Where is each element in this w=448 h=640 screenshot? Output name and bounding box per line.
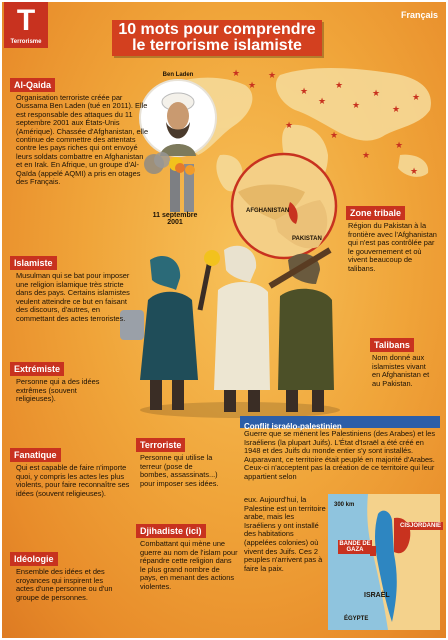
attack-star-icon: ★ (248, 80, 257, 90)
term-alqaida: Al-Qaida (10, 78, 55, 92)
attack-star-icon: ★ (232, 68, 241, 78)
term-islamiste: Islamiste (10, 256, 57, 270)
term-ideologie: Idéologie (10, 552, 58, 566)
attack-star-icon: ★ (285, 120, 294, 130)
language-label: Français (400, 10, 438, 20)
term-terroriste: Terroriste (136, 438, 185, 452)
definition-talibans: Nom donné aux islamistes vivant en Afghanistan et au Pakistan. (372, 353, 430, 388)
term-extremiste: Extrémiste (10, 362, 64, 376)
map-label-afghanistan: AFGHANISTAN (246, 208, 290, 214)
term-djihadiste: Djihadiste (ici) (136, 524, 206, 538)
section-letter: T (16, 4, 36, 37)
attack-star-icon: ★ (318, 96, 327, 106)
conflict-heading-band (240, 416, 440, 431)
attack-star-icon: ★ (395, 140, 404, 150)
section-letter-subtitle: Terrorisme (10, 39, 42, 45)
map-label-cisjordanie: CISJORDANIE (400, 523, 442, 529)
attack-star-icon: ★ (352, 100, 361, 110)
definition-islamiste: Musulman qui se bat pour imposer une religion islamique très stricte dans des pays. Certains islamistes veulent atteindre ce but en faisant des discours, d'autres, en commettant des actes terroristes. (16, 271, 130, 323)
sept11-caption-line-1: 11 septembre (152, 212, 198, 219)
map-label-scale: 300 km (334, 502, 355, 508)
definition-zone-tribale: Région du Pakistan à la frontière avec l'Afghanistan qui n'est pas contrôlée par le gouvernement et où vivent beaucoup de talibans. (348, 221, 437, 273)
bin-laden-caption: Ben Laden (162, 72, 194, 78)
attack-star-icon: ★ (330, 130, 339, 140)
twin-towers-illustration (140, 150, 210, 212)
map-label-israel: ISRAËL (364, 592, 390, 599)
definition-ideologie: Ensemble des idées et des croyances qui inspirent les actes d'une personne ou d'un groupe de personnes. (16, 567, 113, 602)
sept11-caption (152, 212, 198, 226)
israel-palestine-map (328, 494, 440, 630)
bin-laden-portrait (138, 78, 218, 158)
attack-star-icon: ★ (268, 70, 277, 80)
section-letter-badge (4, 2, 48, 48)
map-label-egypte: ÉGYPTE (344, 616, 369, 622)
definition-djihadiste: Combattant qui mène une guerre au nom de l'islam pour répandre cette religion dans le plus grand nombre de pays, en menant des actions violentes. (140, 539, 238, 591)
attack-star-icon: ★ (335, 80, 344, 90)
attack-star-icon: ★ (410, 166, 419, 176)
definition-terroriste: Personne qui utilise la terreur (pose de bombes, assassinats...) pour imposer ses idées. (140, 453, 219, 488)
page-title-line-1: 10 mots pour comprendre (118, 21, 316, 38)
term-zone-tribale: Zone tribale (346, 206, 405, 220)
term-talibans: Talibans (370, 338, 414, 352)
map-label-gaza (338, 540, 372, 554)
term-fanatique: Fanatique (10, 448, 61, 462)
fighters-illustration (120, 240, 360, 420)
sept11-caption-line-2: 2001 (167, 219, 183, 226)
attack-star-icon: ★ (392, 104, 401, 114)
attack-star-icon: ★ (372, 88, 381, 98)
page-title-line-2: le terrorisme islamiste (132, 37, 302, 54)
map-label-pakistan: PAKISTAN (292, 236, 322, 242)
attack-star-icon: ★ (300, 86, 309, 96)
attack-star-icon: ★ (362, 150, 371, 160)
definition-conflit-top: Guerre que se mènent les Palestiniens (des Arabes) et les Israéliens (la plupart Juifs). L'État d'Israël a été créé en 1948 et des Juifs du monde entier s'y sont installés. Auparavant, ce territoire était peuplé en majorité d'Arabes. Ceux-ci n'acceptent pas la création de ce territoire qui leur appartient selon (244, 429, 436, 481)
definition-conflit-bottom: eux. Aujourd'hui, la Palestine est un territoire arabe, mais les Israéliens y ont installé des habitations (appelées colonies) où vivent des Juifs. Ces 2 peuples n'arrivent pas à faire la paix. (244, 495, 326, 573)
definition-alqaida: Organisation terroriste créée par Oussama Ben Laden (tué en 2011). Elle est responsable des attaques du 11 septembre 2001 aux États-Unis (Amérique). Chassée d'Afghanistan, elle continue de commettre des attentats contre les pays riches qui ont envoyé leurs soldats combattre en Afghanistan et en Irak. En Afrique, un groupe d'Al-Qaïda (appelé AQMI) a pris en otages des Français. (16, 93, 149, 187)
map-label-gaza-text: BANDE DE GAZA (339, 541, 371, 553)
definition-fanatique: Qui est capable de faire n'importe quoi, y compris les actes les plus violents, pour faire reconnaître ses idées (souvent religieuses). (16, 463, 130, 498)
term-conflit: Conflit israélo-palestinien (244, 422, 342, 431)
attack-star-icon: ★ (412, 92, 421, 102)
definition-extremiste: Personne qui a des idées extrêmes (souvent religieuses). (16, 377, 100, 404)
page-title (112, 20, 322, 56)
